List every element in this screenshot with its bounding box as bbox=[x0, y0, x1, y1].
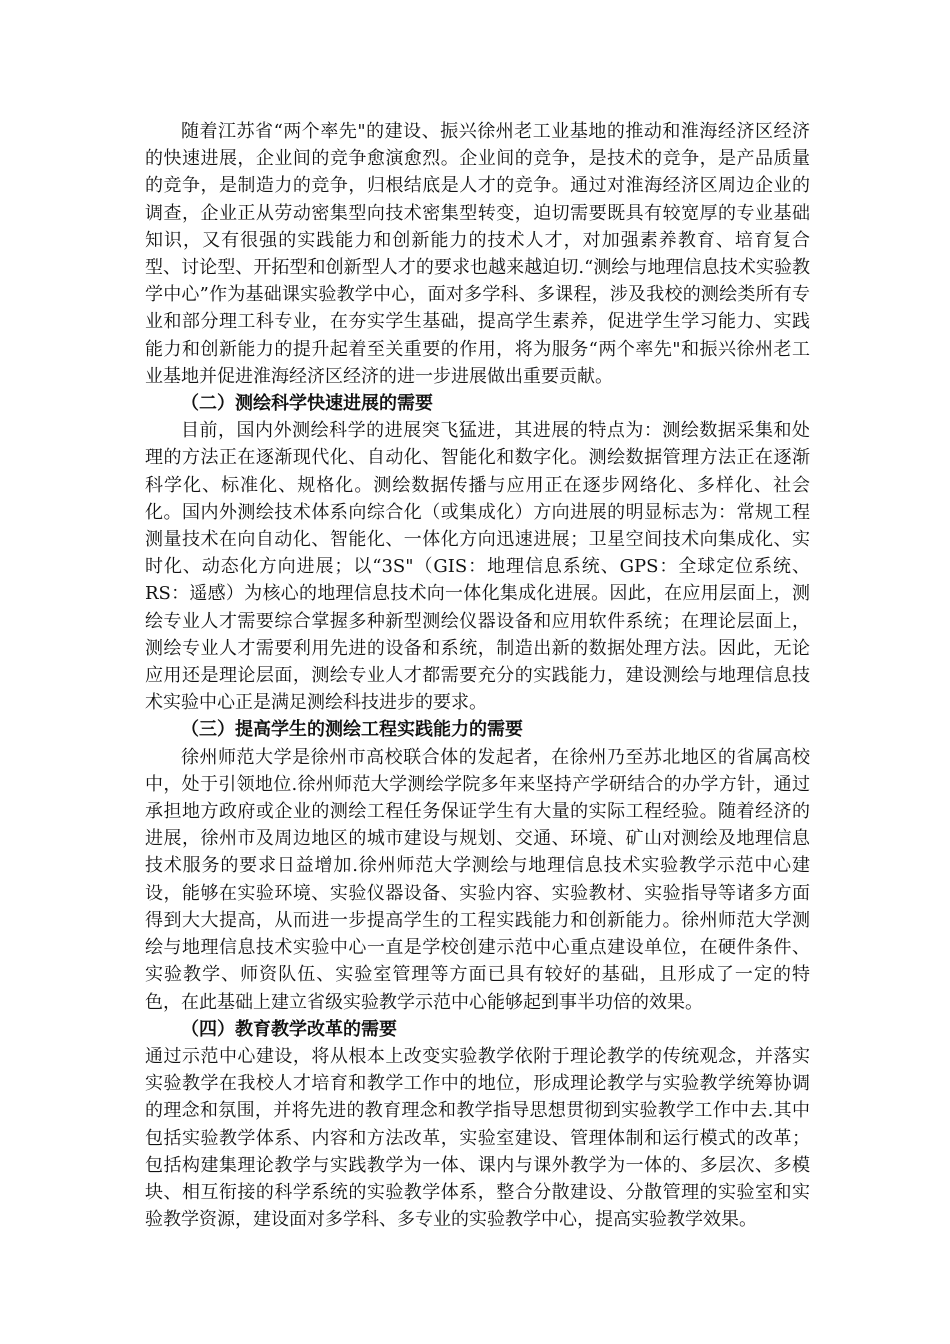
paragraph-surveying-science: 目前，国内外测绘科学的进展突飞猛进，其进展的特点为：测绘数据采集和处理的方法正在逐渐现代化、自动化、智能化和数字化。测绘数据管理方法正在逐渐科学化、标准化、规格化。测绘数据传播与应用正在逐步网络化、多样化、社会化。国内外测绘技术体系向综合化（或集成化）方向进展的明显标志为：常规工程测量技术在向自动化、智能化、一体化方向迅速进展；卫星空间技术向集成化、实时化、动态化方向进展；以“3S"（GIS：地理信息系统、GPS：全球定位系统、RS：遥感）为核心的地理信息技术向一体化集成化进展。因此，在应用层面上，测绘专业人才需要综合掌握多种新型测绘仪器设备和应用软件系统；在理论层面上，测绘专业人才需要利用先进的设备和系统，制造出新的数据处理方法。因此，无论应用还是理论层面，测绘专业人才都需要充分的实践能力，建设测绘与地理信息技术实验中心正是满足测绘科技进步的要求。 bbox=[145, 420, 810, 714]
section-heading-2: （二）测绘科学快速进展的需要 bbox=[181, 393, 433, 415]
section-heading-3: （三）提高学生的测绘工程实践能力的需要 bbox=[181, 719, 523, 741]
paragraph-practice-ability: 徐州师范大学是徐州市高校联合体的发起者，在徐州乃至苏北地区的省属高校中，处于引领地位.徐州师范大学测绘学院多年来坚持产学研结合的办学方针，通过承担地方政府或企业的测绘工程任务保证学生有大量的实际工程经验。随着经济的进展，徐州市及周边地区的城市建设与规划、交通、环境、矿山对测绘及地理信息技术服务的要求日益增加.徐州师范大学测绘与地理信息技术实验教学示范中心建设，能够在实验环境、实验仪器设备、实验内容、实验教材、实验指导等诸多方面得到大大提高，从而进一步提高学生的工程实践能力和创新能力。徐州师范大学测绘与地理信息技术实验中心一直是学校创建示范中心重点建设单位，在硬件条件、实验教学、师资队伍、实验室管理等方面已具有较好的基础，且形成了一定的特色，在此基础上建立省级实验教学示范中心能够起到事半功倍的效果。 bbox=[145, 746, 810, 1013]
paragraph-teaching-reform: 通过示范中心建设，将从根本上改变实验教学依附于理论教学的传统观念，并落实实验教学在我校人才培育和教学工作中的地位，形成理论教学与实验教学统筹协调的理念和氛围，并将先进的教育理念和教学指导思想贯彻到实验教学工作中去.其中包括实验教学体系、内容和方法改革，实验室建设、管理体制和运行模式的改革；包括构建集理论教学与实践教学为一体、课内与课外教学为一体的、多层次、多模块、相互衔接的科学系统的实验教学体系，整合分散建设、分散管理的实验室和实验教学资源，建设面对多学科、多专业的实验教学中心，提高实验教学效果。 bbox=[145, 1045, 810, 1231]
section-heading-4: （四）教育教学改革的需要 bbox=[181, 1018, 397, 1040]
paragraph-background: 随着江苏省“两个率先"的建设、振兴徐州老工业基地的推动和淮海经济区经济的快速进展，企业间的竞争愈演愈烈。企业间的竞争，是技术的竞争，是产品质量的竞争，是制造力的竞争，归根结底是人才的竞争。通过对淮海经济区周边企业的调查，企业正从劳动密集型向技术密集型转变，迫切需要既具有较宽厚的专业基础知识，又有很强的实践能力和创新能力的技术人才，对加强素养教育、培育复合型、讨论型、开拓型和创新型人才的要求也越来越迫切.“测绘与地理信息技术实验教学中心”作为基础课实验教学中心，面对多学科、多课程，涉及我校的测绘类所有专业和部分理工科专业，在夯实学生基础，提高学生素养，促进学生学习能力、实践能力和创新能力的提升起着至关重要的作用，将为服务“两个率先"和振兴徐州老工业基地并促进淮海经济区经济的进一步进展做出重要贡献。 bbox=[145, 121, 810, 387]
document-body bbox=[145, 118, 810, 1233]
